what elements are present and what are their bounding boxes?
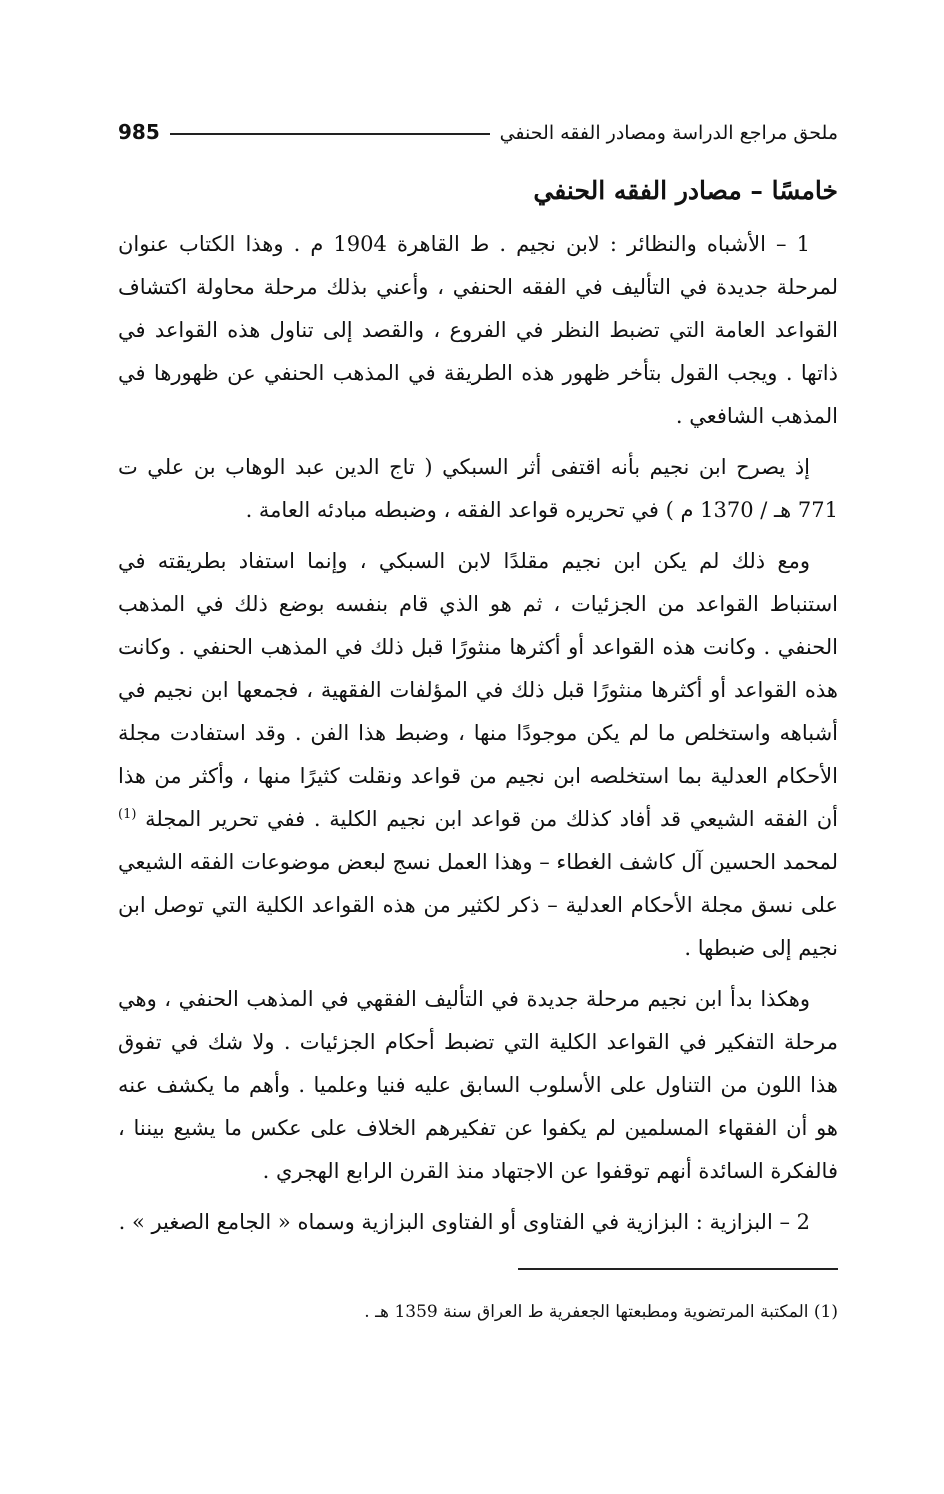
paragraph-5: 2 – البزازية : البزازية في الفتاوى أو الفتاوى البزازية وسماه « الجامع الصغير » . <box>118 1210 810 1234</box>
paragraph-4: وهكذا بدأ ابن نجيم مرحلة جديدة في التأليف الفقهي في المذهب الحنفي ، وهي مرحلة التفكير في القواعد الكلية التي تضبط أحكام الجزئيات . ولا شك في تفوق هذا اللون من التناول على الأسلوب السابق عليه فنيا وعلميا . وأهم ما يكشف عنه هو أن الفقهاء المسلمين لم يكفوا عن تفكيرهم الخلاف على عكس ما يشيع بيننا ، فالفكرة السائدة أنهم توقفوا عن الاجتهاد منذ القرن الرابع الهجري . <box>118 987 838 1183</box>
book-page <box>118 104 838 1322</box>
paragraph-3-text: ومع ذلك لم يكن ابن نجيم مقلدًا لابن السبكي ، وإنما استفاد بطريقته في استنباط القواعد من الجزئيات ، ثم هو الذي قام بنفسه بوضع ذلك في المذهب الحنفي . وكانت هذه القواعد أو أكثرها منثورًا قبل ذلك في المذهب الحنفي . وكانت هذه القواعد أو أكثرها منثورًا قبل ذلك في المؤلفات الفقهية ، فجمعها ابن نجيم في أشباهه واستخلص ما لم يكن موجودًا منها ، وضبط هذا الفن . وقد استفادت مجلة الأحكام العدلية بما استخلصه ابن نجيم من قواعد ونقلت كثيرًا منها ، وأكثر من هذا أن الفقه الشيعي قد أفاد كذلك من قواعد ابن نجيم الكلية . ففي تحرير المجلة <box>118 549 838 831</box>
paragraph-2: إذ يصرح ابن نجيم بأنه اقتفى أثر السبكي ( تاج الدين عبد الوهاب بن علي ت 771 هـ / 1370 م ) في تحريره قواعد الفقه ، وضبطه مبادئه العامة . <box>118 455 838 522</box>
page-number: 985 <box>118 120 160 144</box>
running-title: ملحق مراجع الدراسة ومصادر الفقه الحنفي <box>499 122 838 144</box>
section-title: خامسًا – مصادر الفقه الحنفي <box>533 176 838 205</box>
footnote-rule <box>518 1268 838 1270</box>
running-head-rule <box>170 133 490 135</box>
running-head <box>118 104 838 144</box>
paragraph-1: 1 – الأشباه والنظائر : لابن نجيم . ط القاهرة 1904 م . وهذا الكتاب عنوان لمرحلة جديدة في التأليف في الفقه الحنفي ، وأعني بذلك مرحلة محاولة اكتشاف القواعد العامة التي تضبط النظر في الفروع ، والقصد إلى تناول هذه القواعد في ذاتها . ويجب القول بتأخر ظهور هذه الطريقة في المذهب الحنفي عن ظهورها في المذهب الشافعي . <box>118 232 838 428</box>
body-text <box>118 223 838 1244</box>
paragraph-3 <box>118 540 838 970</box>
footnote-marker: (1) <box>118 807 137 822</box>
paragraph-3-tail: لمحمد الحسين آل كاشف الغطاء – وهذا العمل نسج لبعض موضوعات الفقه الشيعي على نسق مجلة الأحكام العدلية – ذكر لكثير من هذه القواعد الكلية التي توصل ابن نجيم إلى ضبطها . <box>118 850 838 960</box>
footnote: (1) المكتبة المرتضوية ومطبعتها الجعفرية ط العراق سنة 1359 هـ . <box>364 1302 838 1322</box>
